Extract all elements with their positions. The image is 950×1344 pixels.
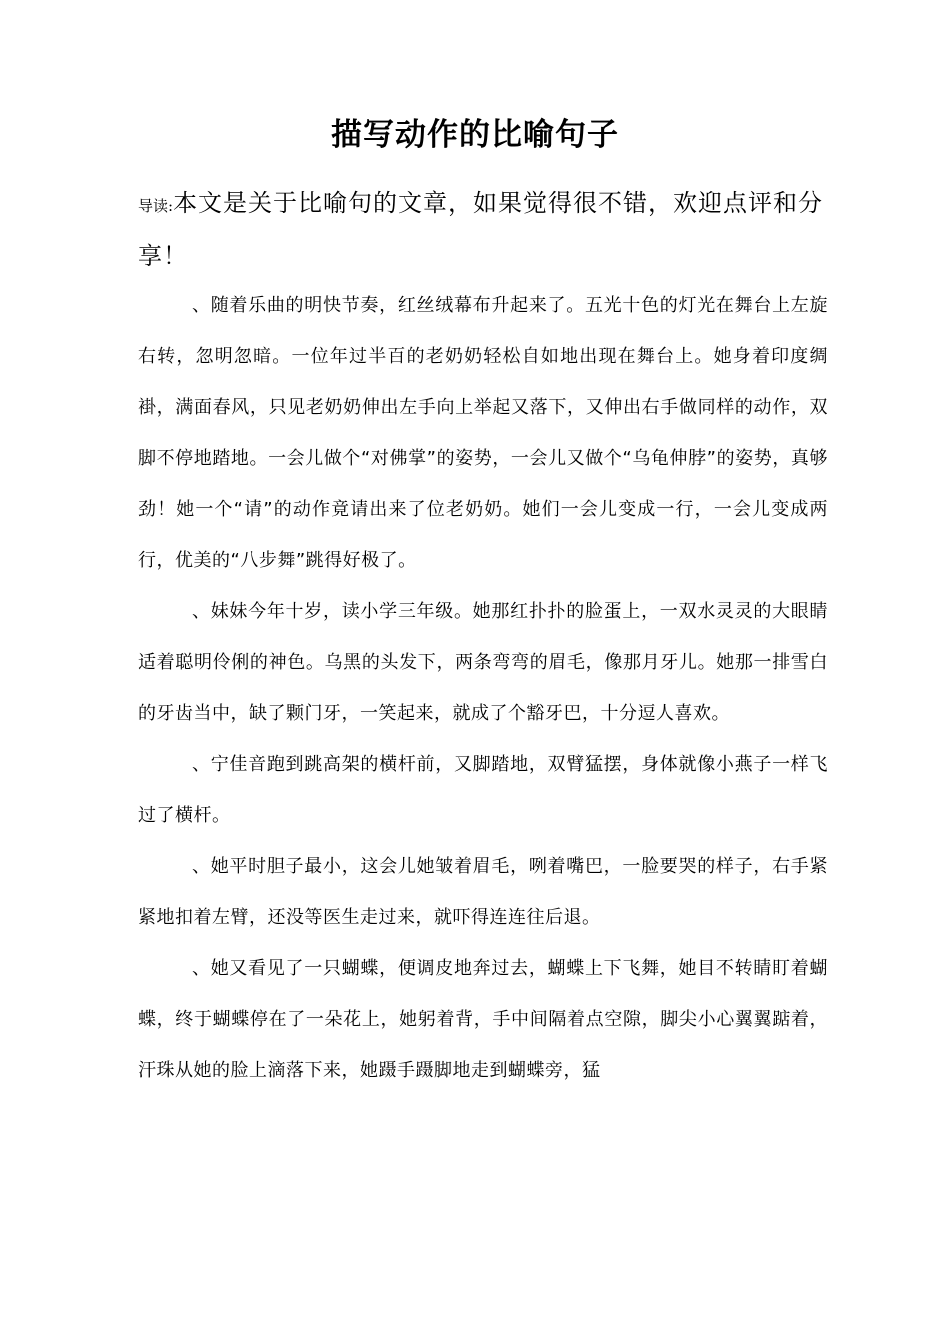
paragraph-5: 、她又看见了一只蝴蝶，便调皮地奔过去，蝴蝶上下飞舞，她目不转睛盯着蝴蝶，终于蝴蝶停在了一朵花上，她躬着背，手中间隔着点空隙，脚尖小心翼翼踮着，汗珠从她的脸上滴落下来，她蹑手蹑脚地走到蝴蝶旁，猛 xyxy=(138,958,828,1081)
paragraph-2: 、妹妹今年十岁，读小学三年级。她那红扑扑的脸蛋上，一双水灵灵的大眼睛适着聪明伶俐的神色。乌黑的头发下，两条弯弯的眉毛，像那月牙儿。她那一排雪白的牙齿当中，缺了颗门牙，一笑起来，就成了个豁牙巴，十分逗人喜欢。 xyxy=(138,601,828,724)
paragraph-4: 、她平时胆子最小，这会儿她皱着眉毛，咧着嘴巴，一脸要哭的样子，右手紧紧地扣着左臂，还没等医生走过来，就吓得连连往后退。 xyxy=(138,856,828,928)
document-title: 描写动作的比喻句子 xyxy=(331,117,619,153)
intro-paragraph xyxy=(138,178,828,281)
paragraph-3: 、宁佳音跑到跳高架的横杆前，又脚踏地，双臂猛摆，身体就像小燕子一样飞过了横杆。 xyxy=(138,754,828,826)
intro-lead-label: 导读: xyxy=(138,197,174,215)
body-text xyxy=(138,280,828,1096)
paragraph-1: 、随着乐曲的明快节奏，红丝绒幕布升起来了。五光十色的灯光在舞台上左旋右转，忽明忽暗。一位年过半百的老奶奶轻松自如地出现在舞台上。她身着印度绸褂，满面春风，只见老奶奶伸出左手向上举起又落下，又伸出右手做同样的动作，双脚不停地踏地。一会儿做个“对佛掌”的姿势，一会儿又做个“乌龟伸脖”的姿势，真够劲！她一个“请”的动作竟请出来了位老奶奶。她们一会儿变成一行，一会儿变成两行，优美的“八步舞”跳得好极了。 xyxy=(138,295,828,571)
intro-text: 本文是关于比喻句的文章，如果觉得很不错，欢迎点评和分享！ xyxy=(138,189,824,270)
